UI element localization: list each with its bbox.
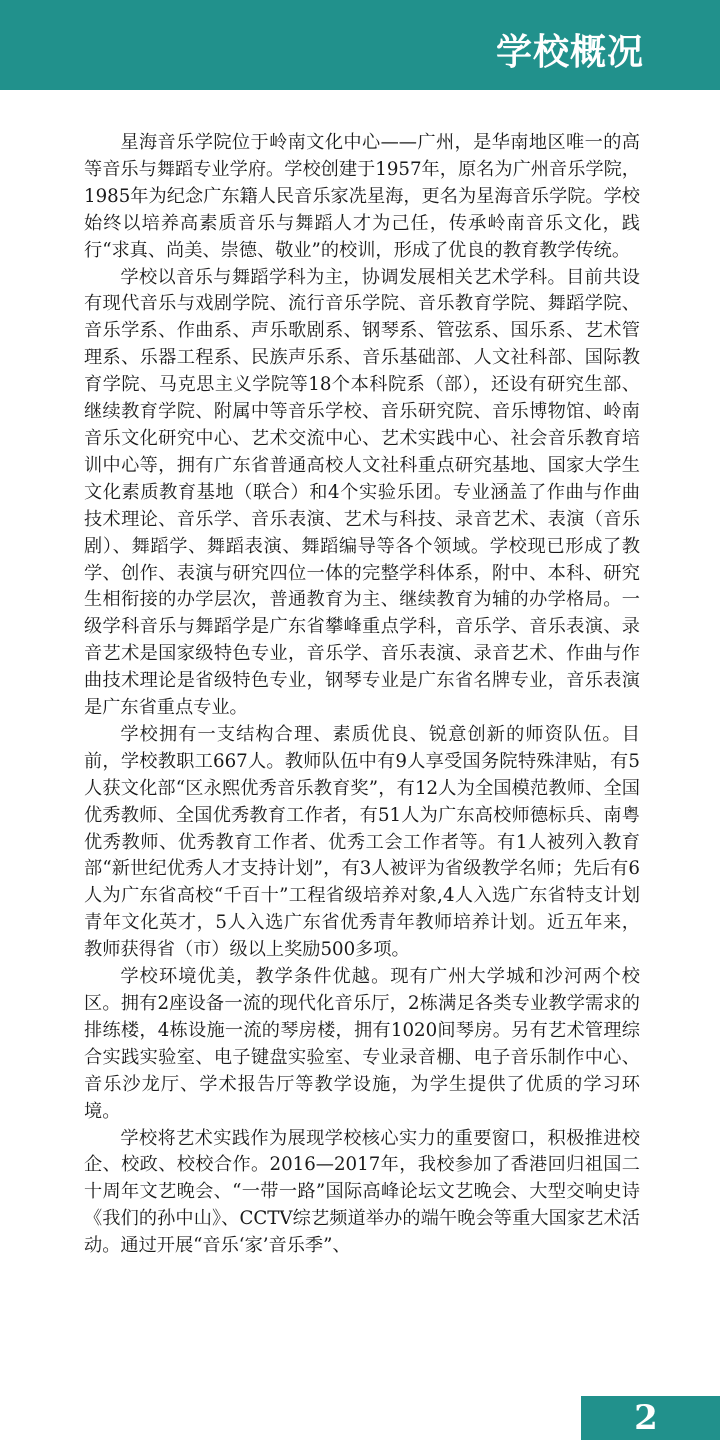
paragraph-disciplines: 学校以音乐与舞蹈学科为主，协调发展相关艺术学科。目前共设有现代音乐与戏剧学院、流行音乐学院、音乐教育学院、舞蹈学院、音乐学系、作曲系、声乐歌剧系、钢琴系、管弦系、国乐系、艺术管理系、乐器工程系、民族声乐系、音乐基础部、人文社科部、国际教育学院、马克思主义学院等18个本科院系（部），还设有研究生部、继续教育学院、附属中等音乐学校、音乐研究院、音乐博物馆、岭南音乐文化研究中心、艺术交流中心、艺术实践中心、社会音乐教育培训中心等，拥有广东省普通高校人文社科重点研究基地、国家大学生文化素质教育基地（联合）和4个实验乐团。专业涵盖了作曲与作曲技术理论、音乐学、音乐表演、艺术与科技、录音艺术、表演（音乐剧）、舞蹈学、舞蹈表演、舞蹈编导等各个领域。学校现已形成了教学、创作、表演与研究四位一体的完整学科体系，附中、本科、研究生相衔接的办学层次，普通教育为主、继续教育为辅的办学格局。一级学科音乐与舞蹈学是广东省攀峰重点学科，音乐学、音乐表演、录音艺术是国家级特色专业，音乐学、音乐表演、录音艺术、作曲与作曲技术理论是省级特色专业，钢琴专业是广东省名牌专业，音乐表演是广东省重点专业。 [84,266,640,719]
paragraph-intro: 星海音乐学院位于岭南文化中心——广州，是华南地区唯一的高等音乐与舞蹈专业学府。学校创建于1957年，原名为广州音乐学院，1985年为纪念广东籍人民音乐家冼星海，更名为星海音乐学院。学校始终以培养高素质音乐与舞蹈人才为己任，传承岭南音乐文化，践行“求真、尚美、崇德、敬业”的校训，形成了优良的教育教学传统。 [84,132,640,261]
paragraph-faculty: 学校拥有一支结构合理、素质优良、锐意创新的师资队伍。目前，学校教职工667人。教师队伍中有9人享受国务院特殊津贴，有5人获文化部“区永熙优秀音乐教育奖”，有12人为全国模范教师、全国优秀教师、全国优秀教育工作者，有51人为广东高校师德标兵、南粤优秀教师、优秀教育工作者、优秀工会工作者等。有1人被列入教育部“新世纪优秀人才支持计划”，有3人被评为省级教学名师；先后有6人为广东省高校“千百十”工程省级培养对象,4人入选广东省特支计划青年文化英才，5人入选广东省优秀青年教师培养计划。近五年来，教师获得省（市）级以上奖励500多项。 [84,723,640,961]
page-number-badge [581,1396,720,1440]
page-header-band [0,0,720,90]
page-title: 学校概况 [495,31,644,73]
article-body [84,130,640,1400]
paragraph-facilities: 学校环境优美，教学条件优越。现有广州大学城和沙河两个校区。拥有2座设备一流的现代化音乐厅，2栋满足各类专业教学需求的排练楼，4栋设施一流的琴房楼，拥有1020间琴房。另有艺术管理综合实践实验室、电子键盘实验室、专业录音棚、电子音乐制作中心、音乐沙龙厅、学术报告厅等教学设施，为学生提供了优质的学习环境。 [84,966,640,1122]
page-number: 2 [634,1398,658,1438]
paragraph-art-practice: 学校将艺术实践作为展现学校核心实力的重要窗口，积极推进校企、校政、校校合作。2016—2017年，我校参加了香港回归祖国二十周年文艺晚会、“一带一路”国际高峰论坛文艺晚会、大型交响史诗《我们的孙中山》、CCTV综艺频道举办的端午晚会等重大国家艺术活动。通过开展“音乐‘家’音乐季”、 [84,1127,640,1257]
